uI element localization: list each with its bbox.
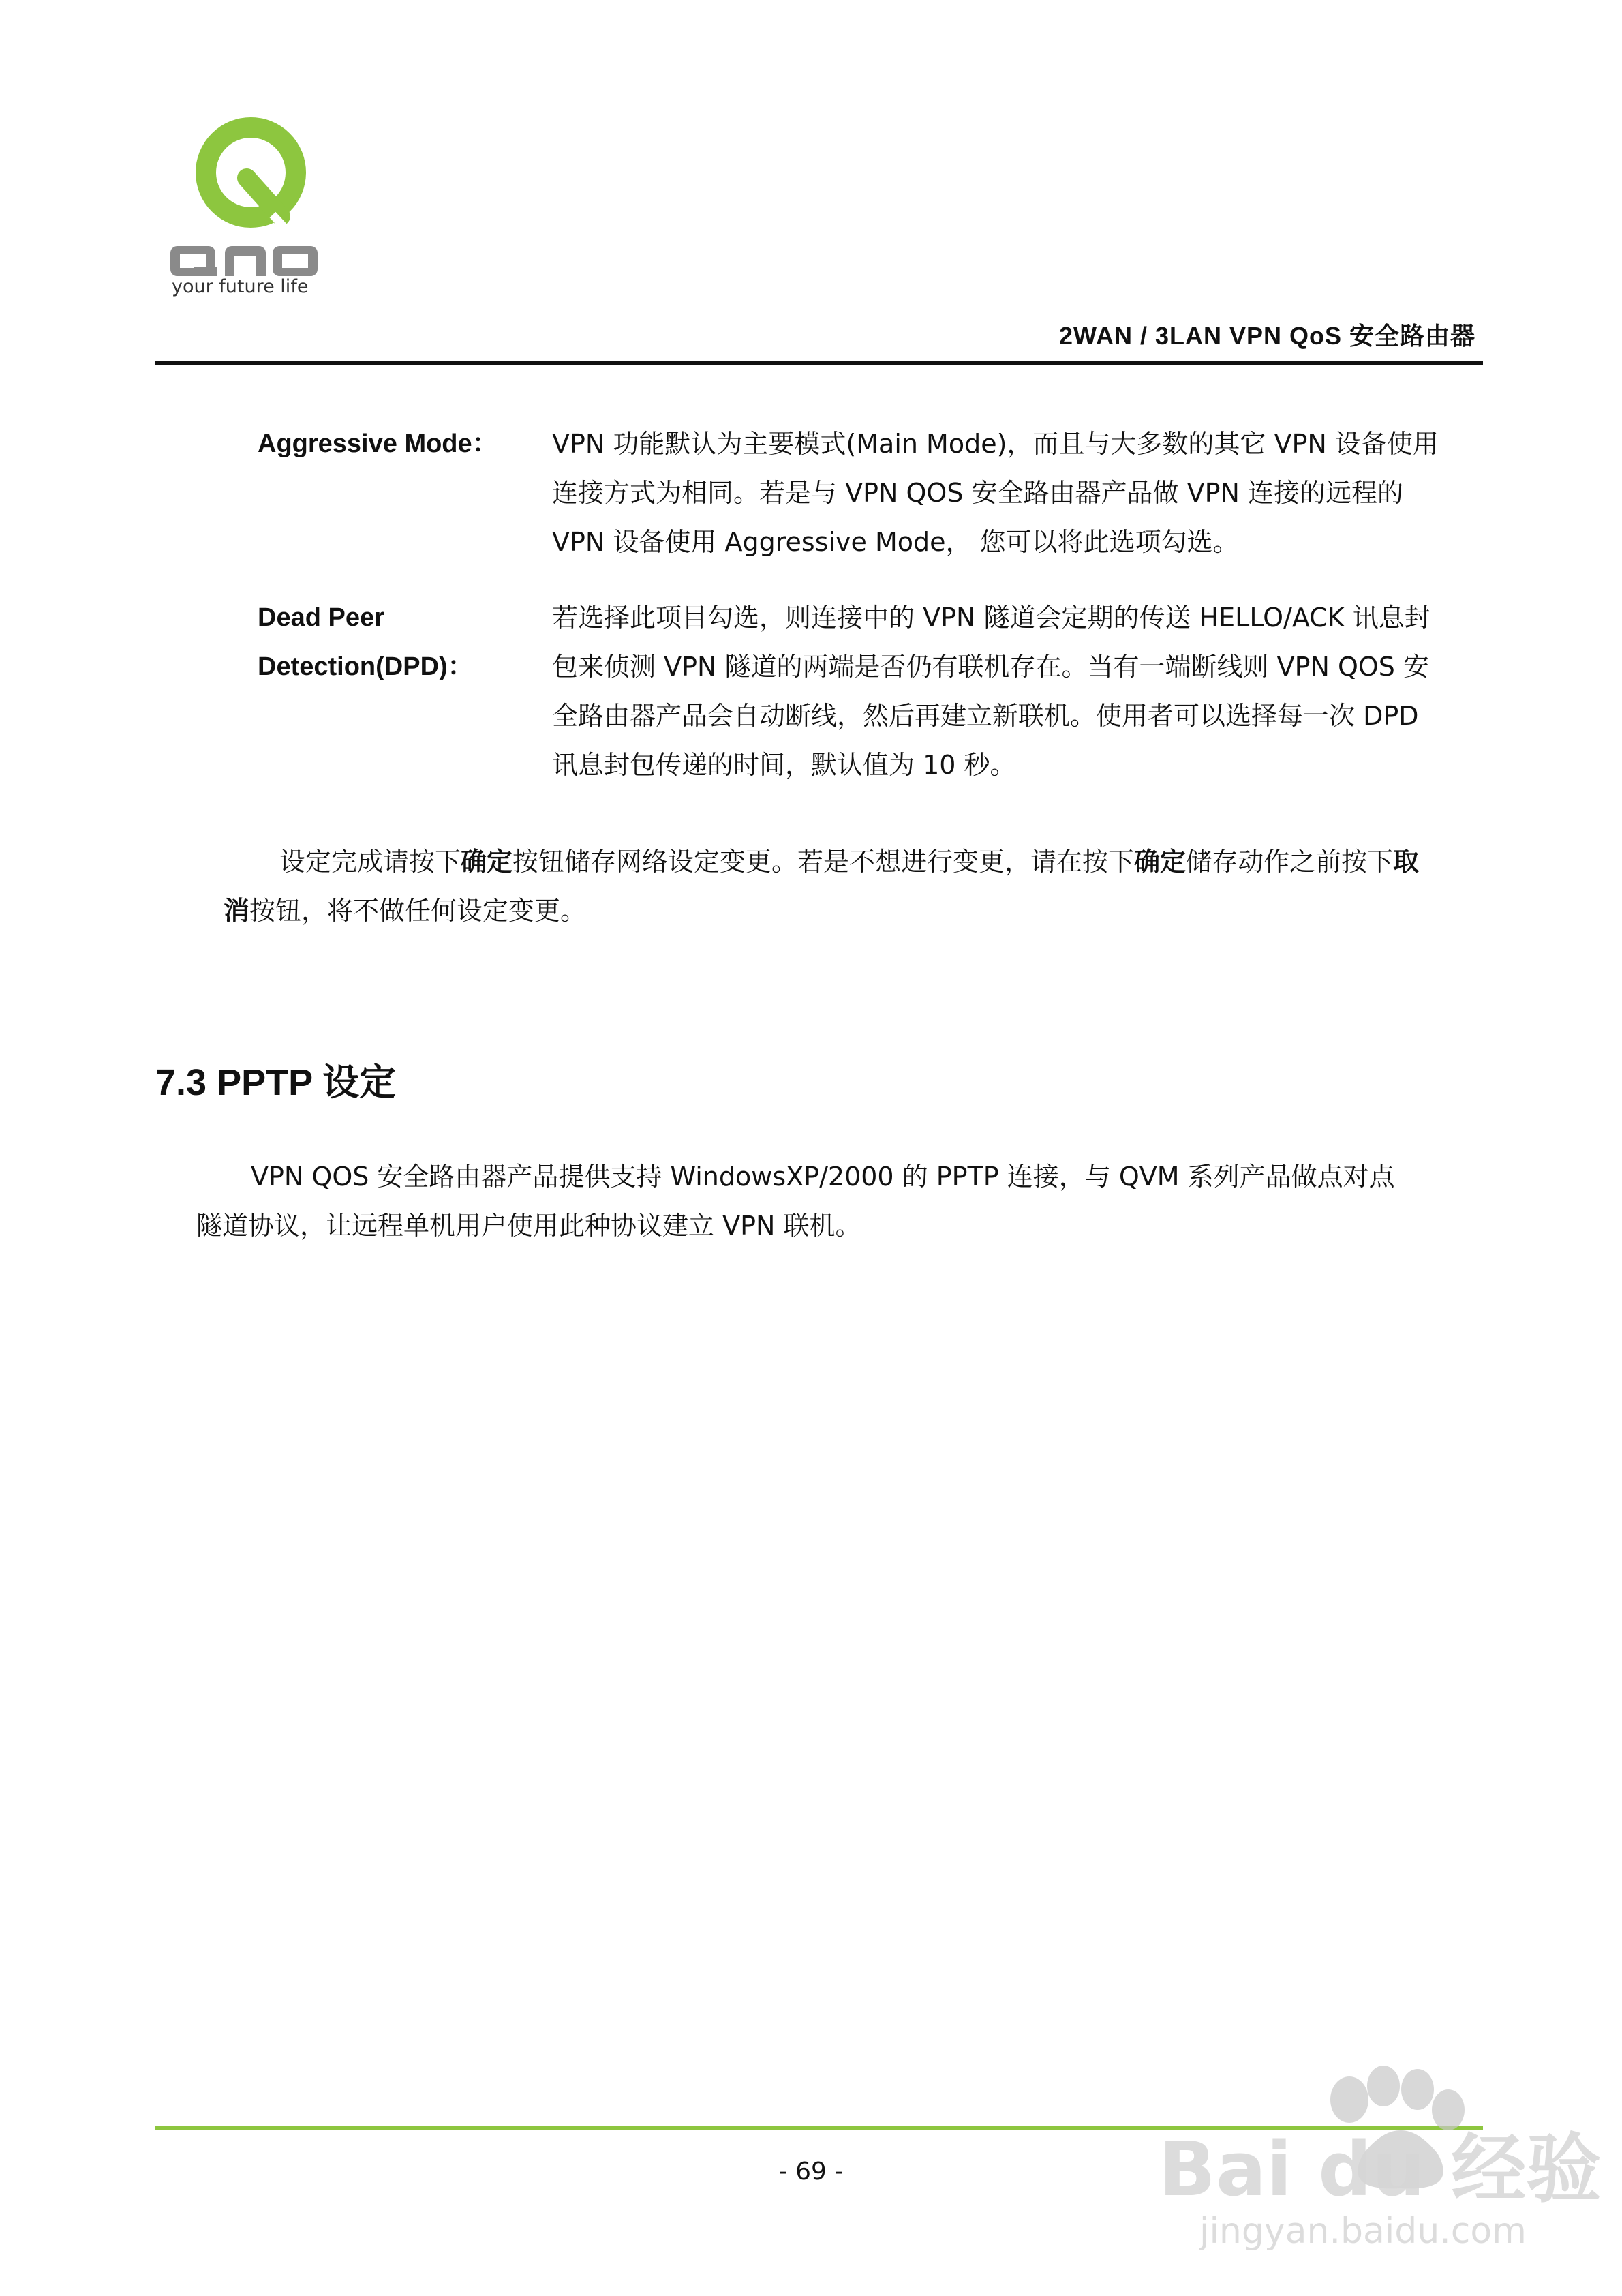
cancel-keyword: 取 bbox=[1393, 847, 1420, 877]
desc-line: 全路由器产品会自动断线，然后再建立新联机。使用者可以选择每一次 DPD bbox=[552, 701, 1419, 731]
term-line: Detection(DPD)： bbox=[258, 652, 474, 681]
text: 储存动作之前按下 bbox=[1186, 847, 1394, 877]
desc-line: 连接方式为相同。若是与 VPN QOS 安全路由器产品做 VPN 连接的远程的 bbox=[552, 478, 1404, 508]
cancel-keyword: 消 bbox=[224, 896, 250, 926]
text: 设定完成请按下 bbox=[279, 847, 461, 877]
desc-aggressive-mode bbox=[552, 419, 1486, 567]
save-note-line-1 bbox=[279, 837, 1419, 886]
text: 按钮储存网络设定变更。若是不想进行变更，请在按下 bbox=[512, 847, 1135, 877]
section-body-line-1: VPN QOS 安全路由器产品提供支持 WindowsXP/2000 的 PPTP 连接，与 QVM 系列产品做点对点 bbox=[251, 1162, 1395, 1192]
desc-line: VPN 设备使用 Aggressive Mode， 您可以将此选项勾选。 bbox=[552, 527, 1239, 557]
desc-line: VPN 功能默认为主要模式(Main Mode)，而且与大多数的其它 VPN 设备使用 bbox=[552, 429, 1439, 459]
watermark-brand: Bai du 经验 bbox=[1159, 2126, 1602, 2213]
q-ring-icon bbox=[206, 127, 296, 234]
desc-dead-peer-detection bbox=[552, 593, 1486, 789]
desc-line: 若选择此项目勾选，则连接中的 VPN 隧道会定期的传送 HELLO/ACK 讯息封 bbox=[552, 603, 1430, 633]
confirm-keyword: 确定 bbox=[461, 847, 513, 877]
term-aggressive-mode: Aggressive Mode： bbox=[258, 429, 498, 458]
baidu-watermark bbox=[1145, 2059, 1602, 2263]
qno-wordmark bbox=[170, 246, 318, 276]
section-body-line-2: 隧道协议，让远程单机用户使用此种协议建立 VPN 联机。 bbox=[196, 1211, 861, 1241]
save-note-line-2 bbox=[224, 886, 586, 935]
page-number: - 69 - bbox=[778, 2158, 844, 2186]
confirm-keyword: 确定 bbox=[1134, 847, 1187, 877]
header-divider bbox=[155, 361, 1483, 365]
desc-line: 讯息封包传递的时间，默认值为 10 秒。 bbox=[552, 750, 1016, 780]
desc-line: 包来侦测 VPN 隧道的两端是否仍有联机存在。当有一端断线则 VPN QOS 安 bbox=[552, 652, 1430, 682]
logo-tagline: your future life bbox=[172, 276, 309, 297]
term-dead-peer-detection bbox=[258, 593, 474, 691]
section-heading: 7.3 PPTP 设定 bbox=[155, 1062, 397, 1103]
term-line: Dead Peer bbox=[258, 603, 384, 632]
qno-logo bbox=[170, 112, 334, 303]
text: 按钮，将不做任何设定变更。 bbox=[249, 896, 587, 926]
watermark-url: jingyan.baidu.com bbox=[1199, 2211, 1527, 2252]
document-header-title: 2WAN / 3LAN VPN QoS 安全路由器 bbox=[1058, 322, 1475, 350]
